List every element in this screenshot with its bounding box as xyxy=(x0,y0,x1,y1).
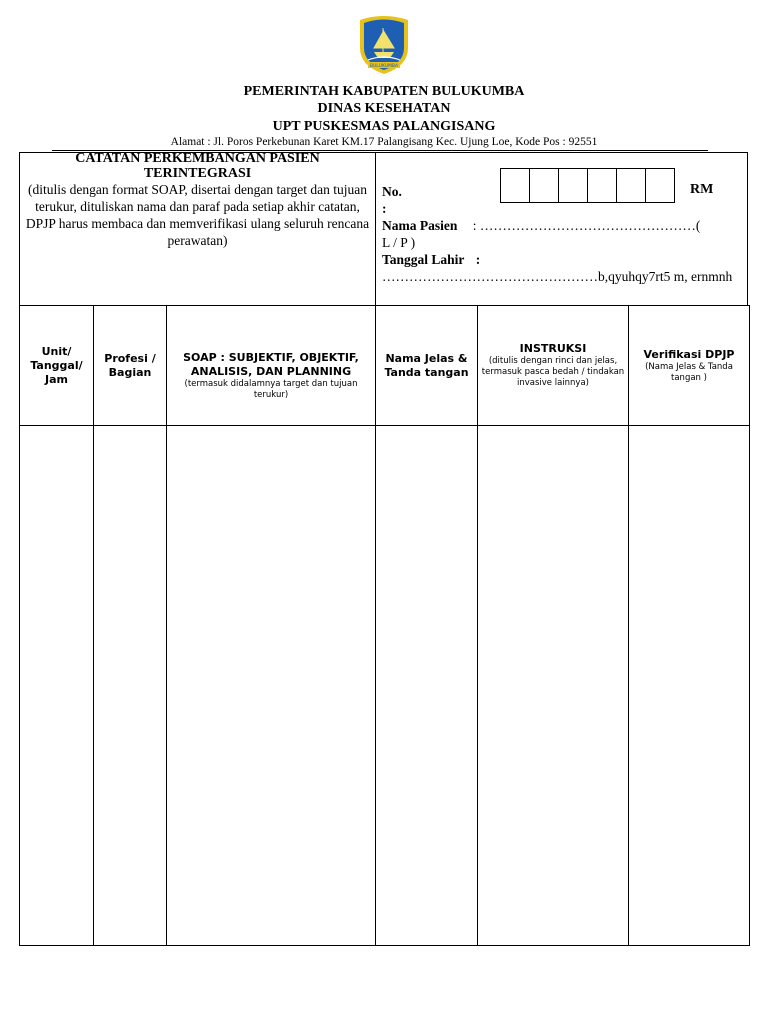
header-address: Alamat : Jl. Poros Perkebunan Karet KM.17 Palangisang Kec. Ujung Loe, Kode Pos : 92551 xyxy=(170,136,598,148)
cell-verifikasi[interactable] xyxy=(629,426,750,946)
rm-digit-box[interactable] xyxy=(529,168,559,203)
rm-digit-box[interactable] xyxy=(616,168,646,203)
header-institution: UPT PUSKESMAS PALANGISANG xyxy=(272,119,496,134)
birthdate-field[interactable]: …………………………………………b,qyuhqy7rt5 m, ernmnh xyxy=(382,269,733,284)
logo-text: BULUKUMBA xyxy=(369,64,399,69)
cell-soap[interactable] xyxy=(167,426,376,946)
birthdate-label: Tanggal Lahir xyxy=(382,252,465,267)
form-description: (ditulis dengan format SOAP, disertai dengan target dan tujuan terukur, dituliskan nama dan paraf pada setiap akhir catatan, DPJP harus membaca dan memverifikasi ulang seluruh rencana perawatan) xyxy=(25,182,370,248)
table-row xyxy=(20,426,750,946)
rm-number-boxes[interactable] xyxy=(501,168,675,203)
col-header-nama: Nama Jelas & Tanda tangan xyxy=(376,306,478,426)
form-header-box xyxy=(19,152,748,305)
form-title-block xyxy=(20,153,375,249)
cell-nama[interactable] xyxy=(376,426,478,946)
table-header-row xyxy=(20,306,750,426)
no-label: No. xyxy=(382,184,402,199)
header-department: DINAS KESEHATAN xyxy=(317,101,451,116)
col-header-soap: SOAP : SUBJEKTIF, OBJEKTIF, ANALISIS, DAN PLANNING (termasuk didalamnya target dan tujuan terukur) xyxy=(167,306,376,426)
rm-digit-box[interactable] xyxy=(558,168,588,203)
form-header-divider xyxy=(375,153,376,305)
form-title: CATATAN PERKEMBANGAN PASIEN TERINTEGRASI xyxy=(75,151,320,181)
rm-digit-box[interactable] xyxy=(645,168,675,203)
col-header-verifikasi: Verifikasi DPJP (Nama Jelas & Tanda tangan ) xyxy=(629,306,750,426)
col-header-instruksi: INSTRUKSI (ditulis dengan rinci dan jelas, termasuk pasca bedah / tindakan invasive lainnya) xyxy=(478,306,629,426)
gender-field[interactable]: L / P ) xyxy=(382,235,416,250)
patient-name-label: Nama Pasien xyxy=(382,218,458,233)
no-colon: : xyxy=(382,201,387,216)
col-header-unit: Unit/ Tanggal/ Jam xyxy=(20,306,94,426)
cell-profesi[interactable] xyxy=(94,426,167,946)
patient-name-row[interactable] xyxy=(382,217,741,234)
rm-label: RM xyxy=(690,182,714,197)
cell-instruksi[interactable] xyxy=(478,426,629,946)
birthdate-colon: : xyxy=(475,252,481,267)
header-government: PEMERINTAH KABUPATEN BULUKUMBA xyxy=(243,84,525,99)
col-header-soap-note: (termasuk didalamnya target dan tujuan terukur) xyxy=(184,378,358,400)
col-header-instruksi-note: (ditulis dengan rinci dan jelas, termasuk pasca bedah / tindakan invasive lainnya) xyxy=(481,356,625,388)
birthdate-row xyxy=(382,251,741,268)
progress-notes-table xyxy=(19,305,750,946)
rm-digit-box[interactable] xyxy=(500,168,530,203)
col-header-verifikasi-note: (Nama Jelas & Tanda tangan ) xyxy=(645,361,733,383)
col-header-profesi: Profesi / Bagian xyxy=(94,306,167,426)
cell-unit[interactable] xyxy=(20,426,94,946)
regency-emblem-logo xyxy=(356,14,412,76)
rm-digit-box[interactable] xyxy=(587,168,617,203)
patient-name-field[interactable]: : …………………………………………( xyxy=(472,218,701,233)
